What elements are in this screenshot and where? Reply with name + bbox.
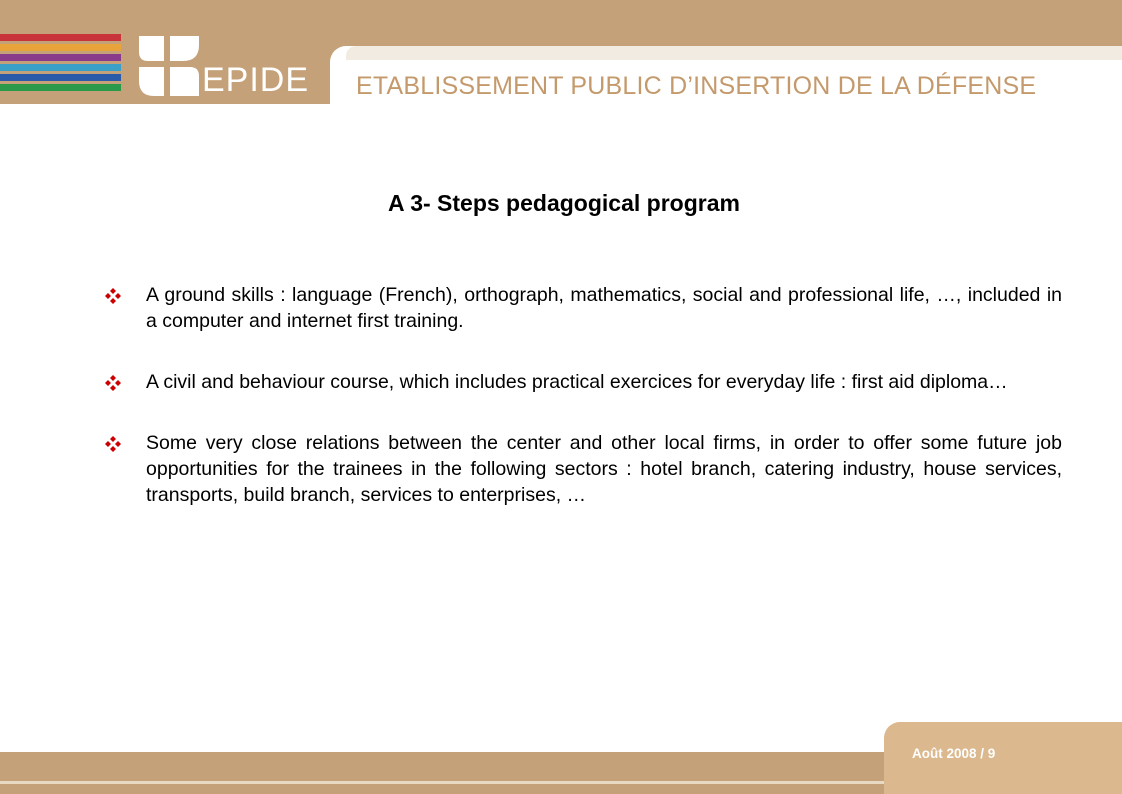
logo-text: EPIDE	[202, 61, 310, 99]
bullet-text: A civil and behaviour course, which includes practical exercices for everyday life : first aid diploma…	[146, 371, 1008, 393]
footer-date-page: Août 2008 / 9	[912, 746, 996, 761]
stripe	[0, 34, 121, 41]
four-diamond-bullet-icon	[105, 288, 121, 304]
bullet-list	[100, 282, 1062, 508]
bullet-text: Some very close relations between the center and other local firms, in order to offer some future job opportunities for the trainees in the following sectors : hotel branch, catering industry, house services, transports, build branch, services to enterprises, …	[146, 432, 1062, 506]
stripe	[0, 74, 121, 81]
four-diamond-bullet-icon	[105, 375, 121, 391]
stripe	[0, 64, 121, 71]
header-title: ETABLISSEMENT PUBLIC D’INSERTION DE LA DÉFENSE	[356, 72, 1037, 100]
four-diamond-bullet-icon	[105, 436, 121, 452]
slide-title: A 3- Steps pedagogical program	[388, 190, 740, 216]
bullet-item	[100, 430, 1062, 508]
stripe	[0, 44, 121, 51]
bullet-text: A ground skills : language (French), orthograph, mathematics, social and professional life, …, included in a computer and internet first training.	[146, 284, 1062, 332]
bullet-item	[100, 369, 1062, 395]
stripe	[0, 54, 121, 61]
header-strip	[346, 46, 1122, 60]
stripe	[0, 84, 121, 91]
bullet-item	[100, 282, 1062, 334]
epide-logo-icon	[136, 33, 202, 99]
color-stripes	[0, 34, 121, 94]
